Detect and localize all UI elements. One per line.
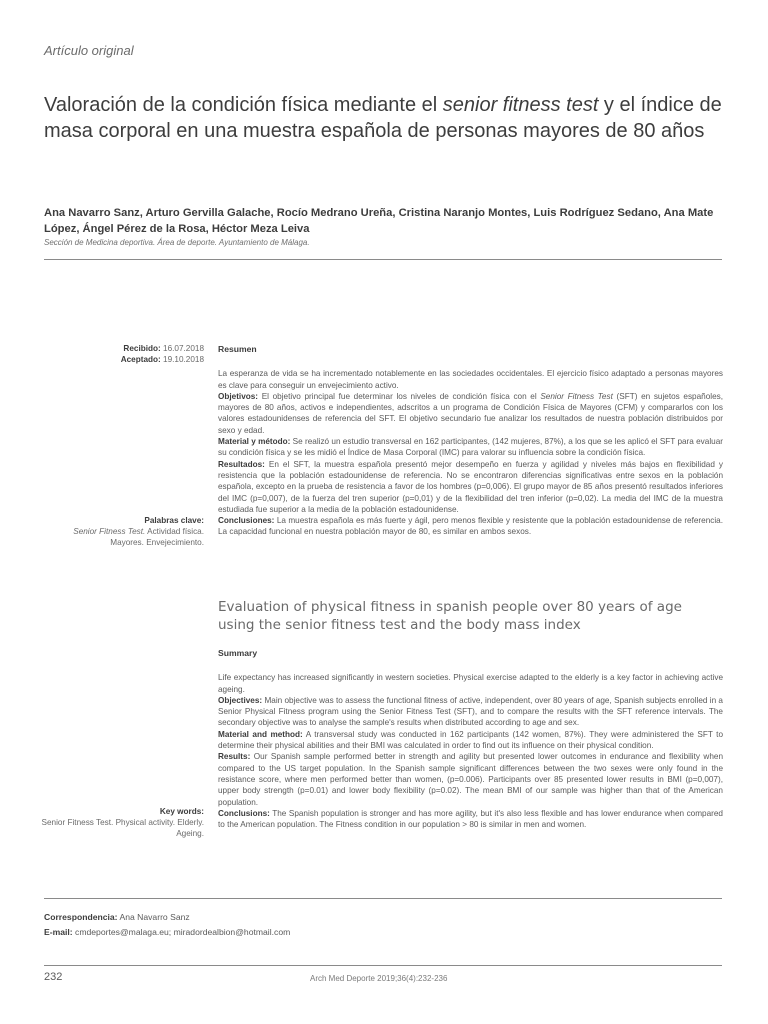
summary-intro: Life expectancy has increased significantly in western societies. Physical exercise adapted to the elderly is a key factor in achieving active ageing.	[218, 673, 723, 694]
correspondence-divider	[44, 898, 722, 899]
article-title	[44, 92, 724, 144]
english-title: Evaluation of physical fitness in spanish people over 80 years of age using the senior fitness test and the body mass index	[218, 599, 682, 633]
summary-block	[218, 648, 723, 830]
resumen-intro: La esperanza de vida se ha incrementado notablemente en las sociedades occidentales. El ejercicio físico adaptado a personas mayores es clave para conseguir un envejecimiento activo.	[218, 369, 723, 390]
summary-heading: Summary	[218, 648, 258, 658]
correspondence	[44, 910, 290, 940]
author-list: Ana Navarro Sanz, Arturo Gervilla Galache, Rocío Medrano Ureña, Cristina Naranjo Montes, Luis Rodríguez Sedano, Ana Mate López, Ángel Pérez de la Rosa, Héctor Meza Leiva	[44, 207, 714, 235]
received-label: Recibido:	[123, 344, 161, 353]
keywords-en	[40, 806, 204, 840]
accepted-label: Aceptado:	[120, 355, 161, 365]
footer-divider	[44, 965, 722, 966]
summary-conclusions: Conclusions: The Spanish population is stronger and has more agility, but it's also less flexible and has lower endurance when compared to the American population. The Fitness condition in our population > 80 is similar in men and women.	[218, 808, 723, 830]
email-label: E-mail:	[44, 927, 73, 937]
summary-method: Material and method: A transversal study was conducted in 162 participants (142 women, 87%). They were administered the SFT to determine their physical abilities and their BMI was calculated in order to find out its influence on their physical condition.	[218, 729, 724, 751]
resumen-conclusiones: Conclusiones: La muestra española es más fuerte y ágil, pero menos flexible y resistente que la población estadounidense de referencia. La capacidad funcional en nuestra población mayor de 80, es similar en ambos sexos.	[218, 516, 723, 537]
page-number: 232	[44, 971, 63, 983]
keywords-en-label: Key words:	[159, 807, 204, 816]
received-dates	[40, 343, 204, 365]
title-part-2: y el índice de masa corporal en una muestra española de personas mayores de 80 años	[44, 94, 722, 142]
keywords-en-text: Senior Fitness Test. Physical activity. Elderly. Ageing.	[41, 818, 204, 839]
title-emphasis: senior fitness test	[442, 94, 599, 116]
correspondence-label: Correspondencia:	[44, 912, 118, 922]
resumen-heading: Resumen	[218, 344, 257, 354]
resumen-block	[218, 344, 723, 538]
email-link[interactable]: cmdeportes@malaga.eu; miradordealbion@hotmail.com	[75, 927, 291, 937]
summary-results: Results: Our Spanish sample performed better in strength and agility but presented lower outcomes in endurance and flexibility when compared to the US target population. In the Spanish sample significant differences between the two sexes were only found in the resistance score, where men performed better than women, (p=0.006). Participants over 85 presented lower results in BMI (p=0,007), upper body strength (p=0.01) and lower body flexibility (p=0.02). The mean BMI of our sample was higher than that of the American population.	[218, 752, 723, 807]
keywords-es	[40, 515, 204, 549]
affiliation: Sección de Medicina deportiva. Área de deporte. Ayuntamiento de Málaga.	[44, 238, 310, 247]
header-divider	[44, 259, 722, 260]
resumen-objetivos: Objetivos: El objetivo principal fue determinar los niveles de condición física con el Senior Fitness Test (SFT) en sujetos españoles, mayores de 80 años, activos e independientes, adscritos a un programa de Condición Física de Mayores (CFM) y compararlos con los valores estadounidenses de referencia del SFT. El objetivo secundario fue analizar los resultados de nuestra población distribuidos por sexo y edad.	[218, 391, 724, 435]
correspondence-name: Ana Navarro Sanz	[119, 912, 190, 922]
resumen-resultados: Resultados: En el SFT, la muestra española presentó mejor desempeño en fuerza y agilidad y niveles más bajos en flexibilidad y resistencia que la población estadounidense de referencia. No se encontraron diferencias significativas entre sexos en la población española, excepto en la prueba de resistencia a favor de los hombres (p=0,006). El grupo mayor de 85 años presentó resultados inferiores del IMC (p=0,007), de la fuerza del tren superior (p=0,01) y de la flexibilidad del tren inferior (p=0,02). La media del IMC de la muestra estudiada fue superior a la media de la población estadounidense.	[218, 459, 723, 514]
keywords-es-label: Palabras clave:	[144, 516, 204, 525]
received-date: 16.07.2018	[163, 344, 204, 353]
summary-objectives: Objectives: Main objective was to assess the functional fitness of active, independent, over 80 years of age, Spanish subjects enrolled in a Senior Physical Fitness program using the Senior Fitness Test (SFT), and to compare the results with the SFT reference intervals. The secondary objective was to analyse the sample's results when distributed according to age and sex.	[218, 695, 723, 728]
journal-citation: Arch Med Deporte 2019;36(4):232-236	[310, 974, 448, 983]
accepted-date: 19.10.2018	[163, 355, 204, 365]
title-part-1: Valoración de la condición física mediante el	[44, 94, 443, 116]
section-label: Artículo original	[44, 43, 134, 58]
resumen-metodo: Material y método: Se realizó un estudio transversal en 162 participantes, (142 mujeres, 87%), a los que se les aplicó el SFT para evaluar su condición física y se les midió el Índice de Masa Corporal (IMC) para valorar su influencia sobre la condición física.	[218, 437, 723, 458]
keywords-es-text: Senior Fitness Test. Actividad física. Mayores. Envejecimiento.	[73, 527, 204, 548]
